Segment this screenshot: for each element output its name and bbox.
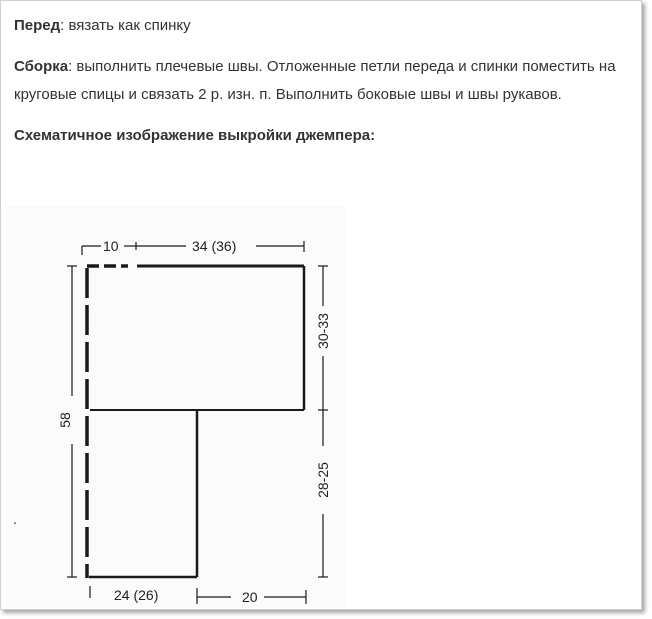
- pattern-schema: [6, 206, 346, 608]
- front-paragraph: [14, 12, 624, 40]
- top-width-label: 34 (36): [192, 238, 237, 254]
- neck-width-label: 10: [103, 238, 119, 254]
- stray-mark: .: [13, 511, 17, 527]
- assembly-sep: :: [68, 58, 73, 75]
- bottom-width-label: 24 (26): [114, 587, 159, 603]
- assembly-paragraph: [14, 53, 624, 109]
- total-length-label: 58: [57, 412, 73, 428]
- front-text: вязать как спинку: [64, 17, 191, 34]
- assembly-label: Сборка: [14, 58, 69, 75]
- armhole-height-label: 30-33: [315, 313, 331, 349]
- pattern-diagram: [6, 206, 346, 608]
- front-label: Перед: [14, 17, 61, 34]
- description-text: [14, 12, 624, 163]
- assembly-text: выполнить плечевые швы. Отложенные петли переда и спинки поместить на круговые спицы и связать 2 р. изн. п. Выполнить боковые швы и швы рукавов.: [14, 58, 616, 103]
- side-offset-label: 20: [242, 589, 258, 605]
- lower-height-label: 28-25: [315, 462, 331, 498]
- schema-title: Схематичное изображение выкройки джемпера:: [14, 127, 376, 144]
- front-sep: :: [60, 17, 65, 34]
